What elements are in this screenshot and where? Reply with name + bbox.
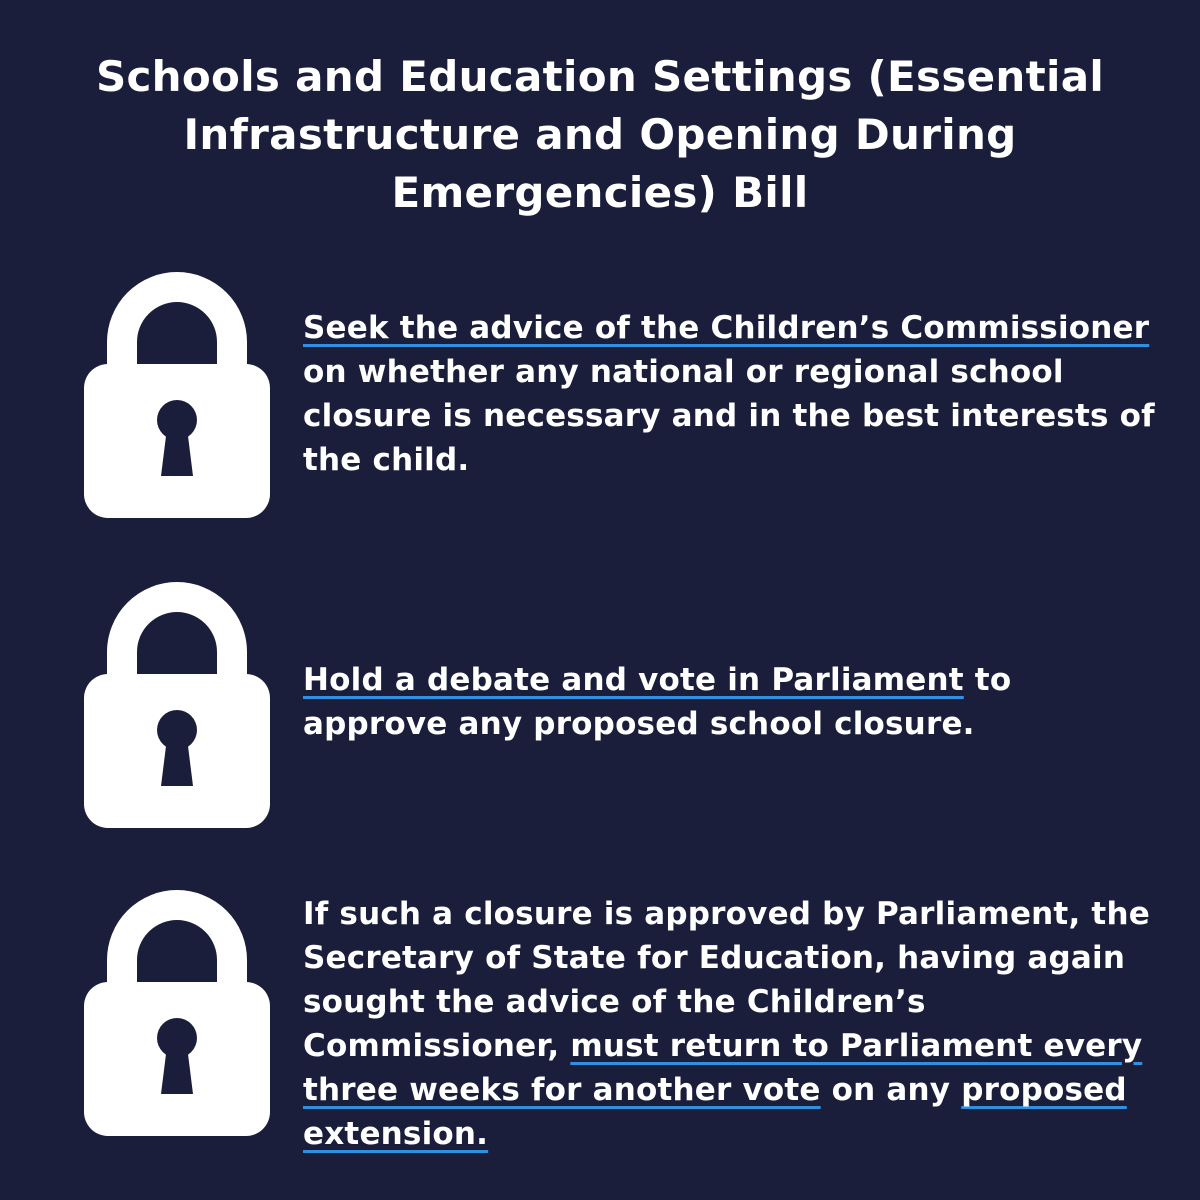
item-text [303,306,1163,482]
title-line-2: Infrastructure and Opening During [183,110,1017,159]
item-text [303,658,1163,746]
title-line-1: Schools and Education Settings (Essential [95,52,1105,101]
emphasis-text-2: proposed extension. [303,1072,1127,1152]
page-title [40,48,1160,222]
lock-icon [84,888,270,1136]
emphasis-text: Seek the advice of the Children’s Commissioner [303,310,1150,346]
body-text: to approve any proposed school closure. [303,662,1012,742]
emphasis-text: must return to Parliament every three weeks for another vote [303,1028,1143,1108]
body-text: on any [820,1072,962,1108]
lock-icon [84,270,270,518]
body-text: If such a closure is approved by Parliament, the Secretary of State for Education, having again sought the advice of the Children’s Commissioner, [303,896,1150,1064]
body-text: on whether any national or regional school closure is necessary and in the best interests of the child. [303,354,1155,478]
lock-icon [84,580,270,828]
title-line-3: Emergencies) Bill [391,168,809,217]
item-text [303,892,1163,1156]
emphasis-text: Hold a debate and vote in Parliament [303,662,964,698]
